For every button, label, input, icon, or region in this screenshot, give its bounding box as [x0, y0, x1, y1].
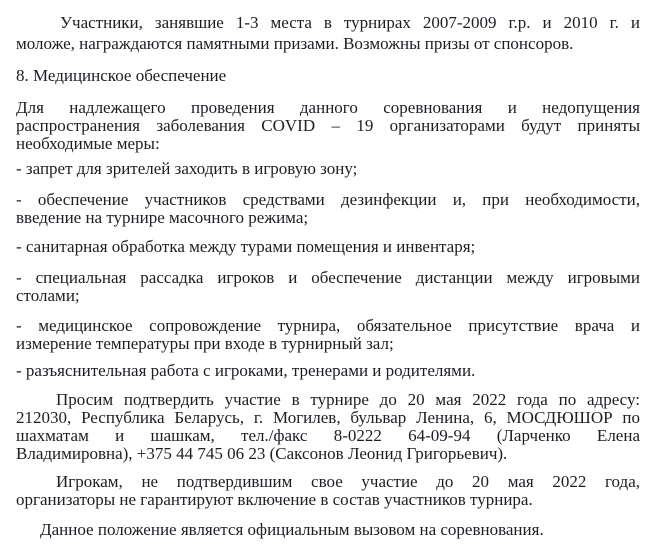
lead-line-1: Для надлежащего проведения данного соревнования и недопущения — [16, 98, 640, 117]
confirmation-line-2: 212030, Республика Беларусь, г. Могилев, бульвар Ленина, 6, МОСДЮШОР по — [16, 408, 640, 427]
measure-item-5-line-1: - медицинское сопровождение турнира, обязательное присутствие врача и — [16, 316, 640, 335]
warning-line-1: Игрокам, не подтвердившим свое участие до 20 мая 2022 года, — [56, 472, 640, 491]
measure-item-2-line-1: - обеспечение участников средствами дезинфекции и, при необходимости, — [16, 190, 640, 209]
confirmation-line-3: шахматам и шашкам, тел./факс 8-0222 64-09-94 (Ларченко Елена — [16, 426, 640, 445]
confirmation-line-1: Просим подтвердить участие в турнире до 20 мая 2022 года по адресу: — [56, 390, 640, 409]
section-heading: 8. Медицинское обеспечение — [16, 66, 227, 85]
measure-item-4-line-2: столами; — [16, 286, 80, 305]
measure-item-1: - запрет для зрителей заходить в игровую зону; — [16, 159, 358, 178]
lead-line-2: распространения заболевания COVID – 19 организаторами будут приняты — [16, 116, 640, 135]
measure-item-6: - разъяснительная работа с игроками, тренерами и родителями. — [16, 361, 476, 380]
measure-item-2-line-2: введение на турнире масочного режима; — [16, 208, 309, 227]
measure-item-5-line-2: измерение температуры при входе в турнирный зал; — [16, 334, 394, 353]
closing-line: Данное положение является официальным вызовом на соревнования. — [40, 520, 544, 539]
lead-line-3: необходимые меры: — [16, 134, 160, 153]
measure-item-3: - санитарная обработка между турами помещения и инвентаря; — [16, 237, 476, 256]
intro-line-1: Участники, занявшие 1-3 места в турнирах 2007-2009 г.р. и 2010 г. и — [60, 13, 640, 32]
intro-line-2: моложе, награждаются памятными призами. Возможны призы от спонсоров. — [16, 34, 574, 53]
confirmation-line-4: Владимировна), +375 44 745 06 23 (Саксонов Леонид Григорьевич). — [16, 444, 508, 463]
measure-item-4-line-1: - специальная рассадка игроков и обеспечение дистанции между игровыми — [16, 268, 640, 287]
warning-line-2: организаторы не гарантируют включение в состав участников турнира. — [16, 490, 533, 509]
